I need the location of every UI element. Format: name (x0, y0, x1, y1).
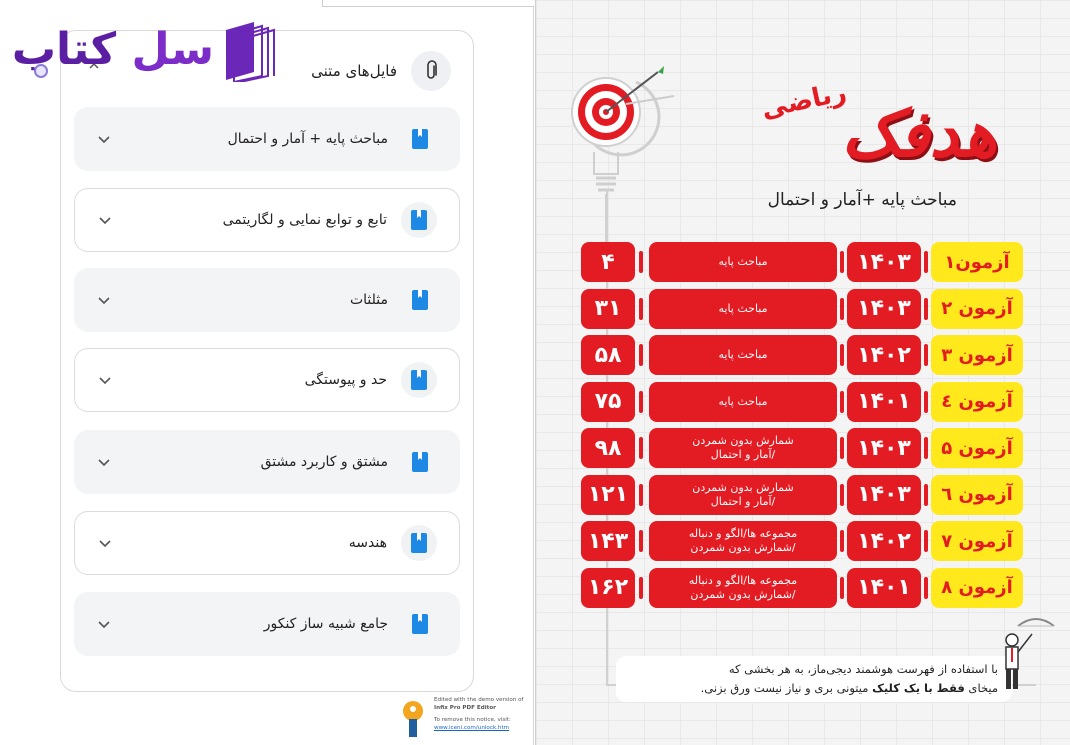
exam-year: ۱۴۰۳ (847, 475, 921, 515)
row-separator (840, 530, 844, 552)
row-separator (840, 251, 844, 273)
exam-label: آزمون۱ (931, 242, 1023, 282)
person-with-bow-icon (998, 612, 1058, 690)
note-line1: با استفاده از فهرست هوشمند دیجی‌ماز، به هر بخشی که (728, 662, 998, 676)
exam-page-number: ۷۵ (581, 382, 635, 422)
left-page (0, 0, 534, 745)
bookmark-book-icon (401, 525, 437, 561)
brand-title (737, 77, 997, 196)
row-separator (639, 251, 643, 273)
row-separator (840, 391, 844, 413)
row-separator (639, 577, 643, 599)
chevron-down-icon[interactable] (96, 454, 112, 470)
page-subtitle: مباحث پایه +آمار و احتمال (767, 190, 957, 210)
exam-label: آزمون ۸ (931, 568, 1023, 608)
books-icon (218, 20, 276, 82)
watermark-line1: Edited with the demo version of (434, 697, 524, 703)
row-separator (639, 298, 643, 320)
row-separator (924, 484, 928, 506)
exam-topic: مباحث پایه (649, 289, 837, 329)
logo-text (12, 24, 214, 75)
row-separator (840, 484, 844, 506)
exam-topic: مباحث پایه (649, 242, 837, 282)
exam-page-number: ۹۸ (581, 428, 635, 468)
ketabsal-logo (11, 20, 284, 90)
chevron-down-icon[interactable] (96, 292, 112, 308)
exam-row[interactable] (581, 475, 1023, 515)
row-separator (924, 577, 928, 599)
row-separator (924, 437, 928, 459)
exam-label: آزمون ۲ (931, 289, 1023, 329)
accordion-item[interactable] (74, 107, 460, 171)
bookmark-book-icon (401, 202, 437, 238)
exam-topic: شمارش بدون شمردن /آمار و احتمال (649, 428, 837, 468)
logo-sub: سل (131, 24, 214, 75)
row-separator (840, 437, 844, 459)
accordion-item[interactable] (74, 188, 460, 252)
accordion-item[interactable] (74, 592, 460, 656)
exam-label: آزمون ۵ (931, 428, 1023, 468)
exam-label: آزمون ٦ (931, 475, 1023, 515)
logo-main: کتاب (11, 24, 117, 75)
exam-topic: شمارش بدون شمردن /آمار و احتمال (649, 475, 837, 515)
watermark-link[interactable]: www.iceni.com/unlock.htm (434, 725, 510, 731)
exam-year: ۱۴۰۲ (847, 335, 921, 375)
accordion-item-label: تابع و توابع نمایی و لگاریتمی (222, 212, 387, 228)
row-separator (924, 298, 928, 320)
exam-topic: مباحث پایه (649, 335, 837, 375)
exam-row[interactable] (581, 289, 1023, 329)
target-bulb-icon (566, 62, 676, 262)
paperclip-icon (411, 51, 451, 91)
accordion-item[interactable] (74, 430, 460, 494)
exam-page-number: ۵۸ (581, 335, 635, 375)
chevron-down-icon[interactable] (96, 616, 112, 632)
exam-page-number: ۱۲۱ (581, 475, 635, 515)
exam-topic: مباحث پایه (649, 382, 837, 422)
right-page (535, 0, 1070, 745)
accordion-item-label: هندسه (348, 535, 387, 551)
chevron-down-icon[interactable] (96, 131, 112, 147)
brand-main-text: هدفک (841, 98, 997, 172)
card-title: فایل‌های متنی (311, 62, 397, 80)
exam-row[interactable] (581, 382, 1023, 422)
note-line2-bold: فقط با یک کلیک (872, 681, 965, 695)
bookmark-book-icon (402, 444, 438, 480)
exam-label: آزمون ۳ (931, 335, 1023, 375)
row-separator (840, 344, 844, 366)
exam-year: ۱۴۰۲ (847, 521, 921, 561)
exam-page-number: ۱۴۳ (581, 521, 635, 561)
exam-year: ۱۴۰۱ (847, 568, 921, 608)
bookmark-book-icon (402, 121, 438, 157)
top-border (322, 0, 534, 7)
infix-logo-icon (400, 699, 426, 739)
exam-year: ۱۴۰۳ (847, 289, 921, 329)
row-separator (639, 484, 643, 506)
brand-sub-text: ریاضی (758, 77, 850, 125)
row-separator (639, 391, 643, 413)
exam-topic: مجموعه ها/الگو و دنباله /شمارش بدون شمردن (649, 568, 837, 608)
accordion-item[interactable] (74, 268, 460, 332)
row-separator (639, 530, 643, 552)
infix-watermark (398, 697, 528, 741)
note-line2-post: میتونی بری و نیاز نیست ورق بزنی. (700, 681, 873, 695)
row-separator (924, 530, 928, 552)
exam-row[interactable] (581, 568, 1023, 608)
row-separator (639, 437, 643, 459)
card-header[interactable] (311, 51, 451, 91)
note-line2 (630, 679, 998, 698)
bookmark-book-icon (402, 606, 438, 642)
exam-label: آزمون ٤ (931, 382, 1023, 422)
exam-year: ۱۴۰۳ (847, 242, 921, 282)
exam-row[interactable] (581, 335, 1023, 375)
exam-page-number: ۴ (581, 242, 635, 282)
row-separator (840, 298, 844, 320)
chevron-down-icon[interactable] (97, 372, 113, 388)
accordion-item-label: جامع شبیه ساز کنکور (263, 616, 388, 632)
accordion-item-label: حد و پیوستگی (304, 372, 387, 388)
accordion-item[interactable] (74, 511, 460, 575)
exam-year: ۱۴۰۳ (847, 428, 921, 468)
row-separator (924, 344, 928, 366)
row-separator (840, 577, 844, 599)
accordion-item-label: مشتق و کاربرد مشتق (260, 454, 388, 470)
exam-label: آزمون ۷ (931, 521, 1023, 561)
row-separator (924, 251, 928, 273)
accordion-item[interactable] (74, 348, 460, 412)
bookmark-book-icon (402, 282, 438, 318)
exam-page-number: ۱۶۲ (581, 568, 635, 608)
exam-topic: مجموعه ها/الگو و دنباله /شمارش بدون شمردن (649, 521, 837, 561)
note-line2-pre: میخای (964, 681, 998, 695)
exam-row[interactable] (581, 428, 1023, 468)
exam-year: ۱۴۰۱ (847, 382, 921, 422)
accordion-item-label: مثلثات (349, 292, 388, 308)
row-separator (639, 344, 643, 366)
smart-index-note (616, 656, 1012, 702)
exam-row[interactable] (581, 242, 1023, 282)
exam-row[interactable] (581, 521, 1023, 561)
watermark-line3: To remove this notice, visit: (434, 717, 511, 723)
chevron-down-icon[interactable] (97, 212, 113, 228)
chevron-down-icon[interactable] (97, 535, 113, 551)
watermark-line2: Infix Pro PDF Editor (434, 705, 496, 711)
accordion-item-label: مباحث پایه + آمار و احتمال (227, 131, 388, 147)
bookmark-book-icon (401, 362, 437, 398)
row-separator (924, 391, 928, 413)
exam-page-number: ۳۱ (581, 289, 635, 329)
